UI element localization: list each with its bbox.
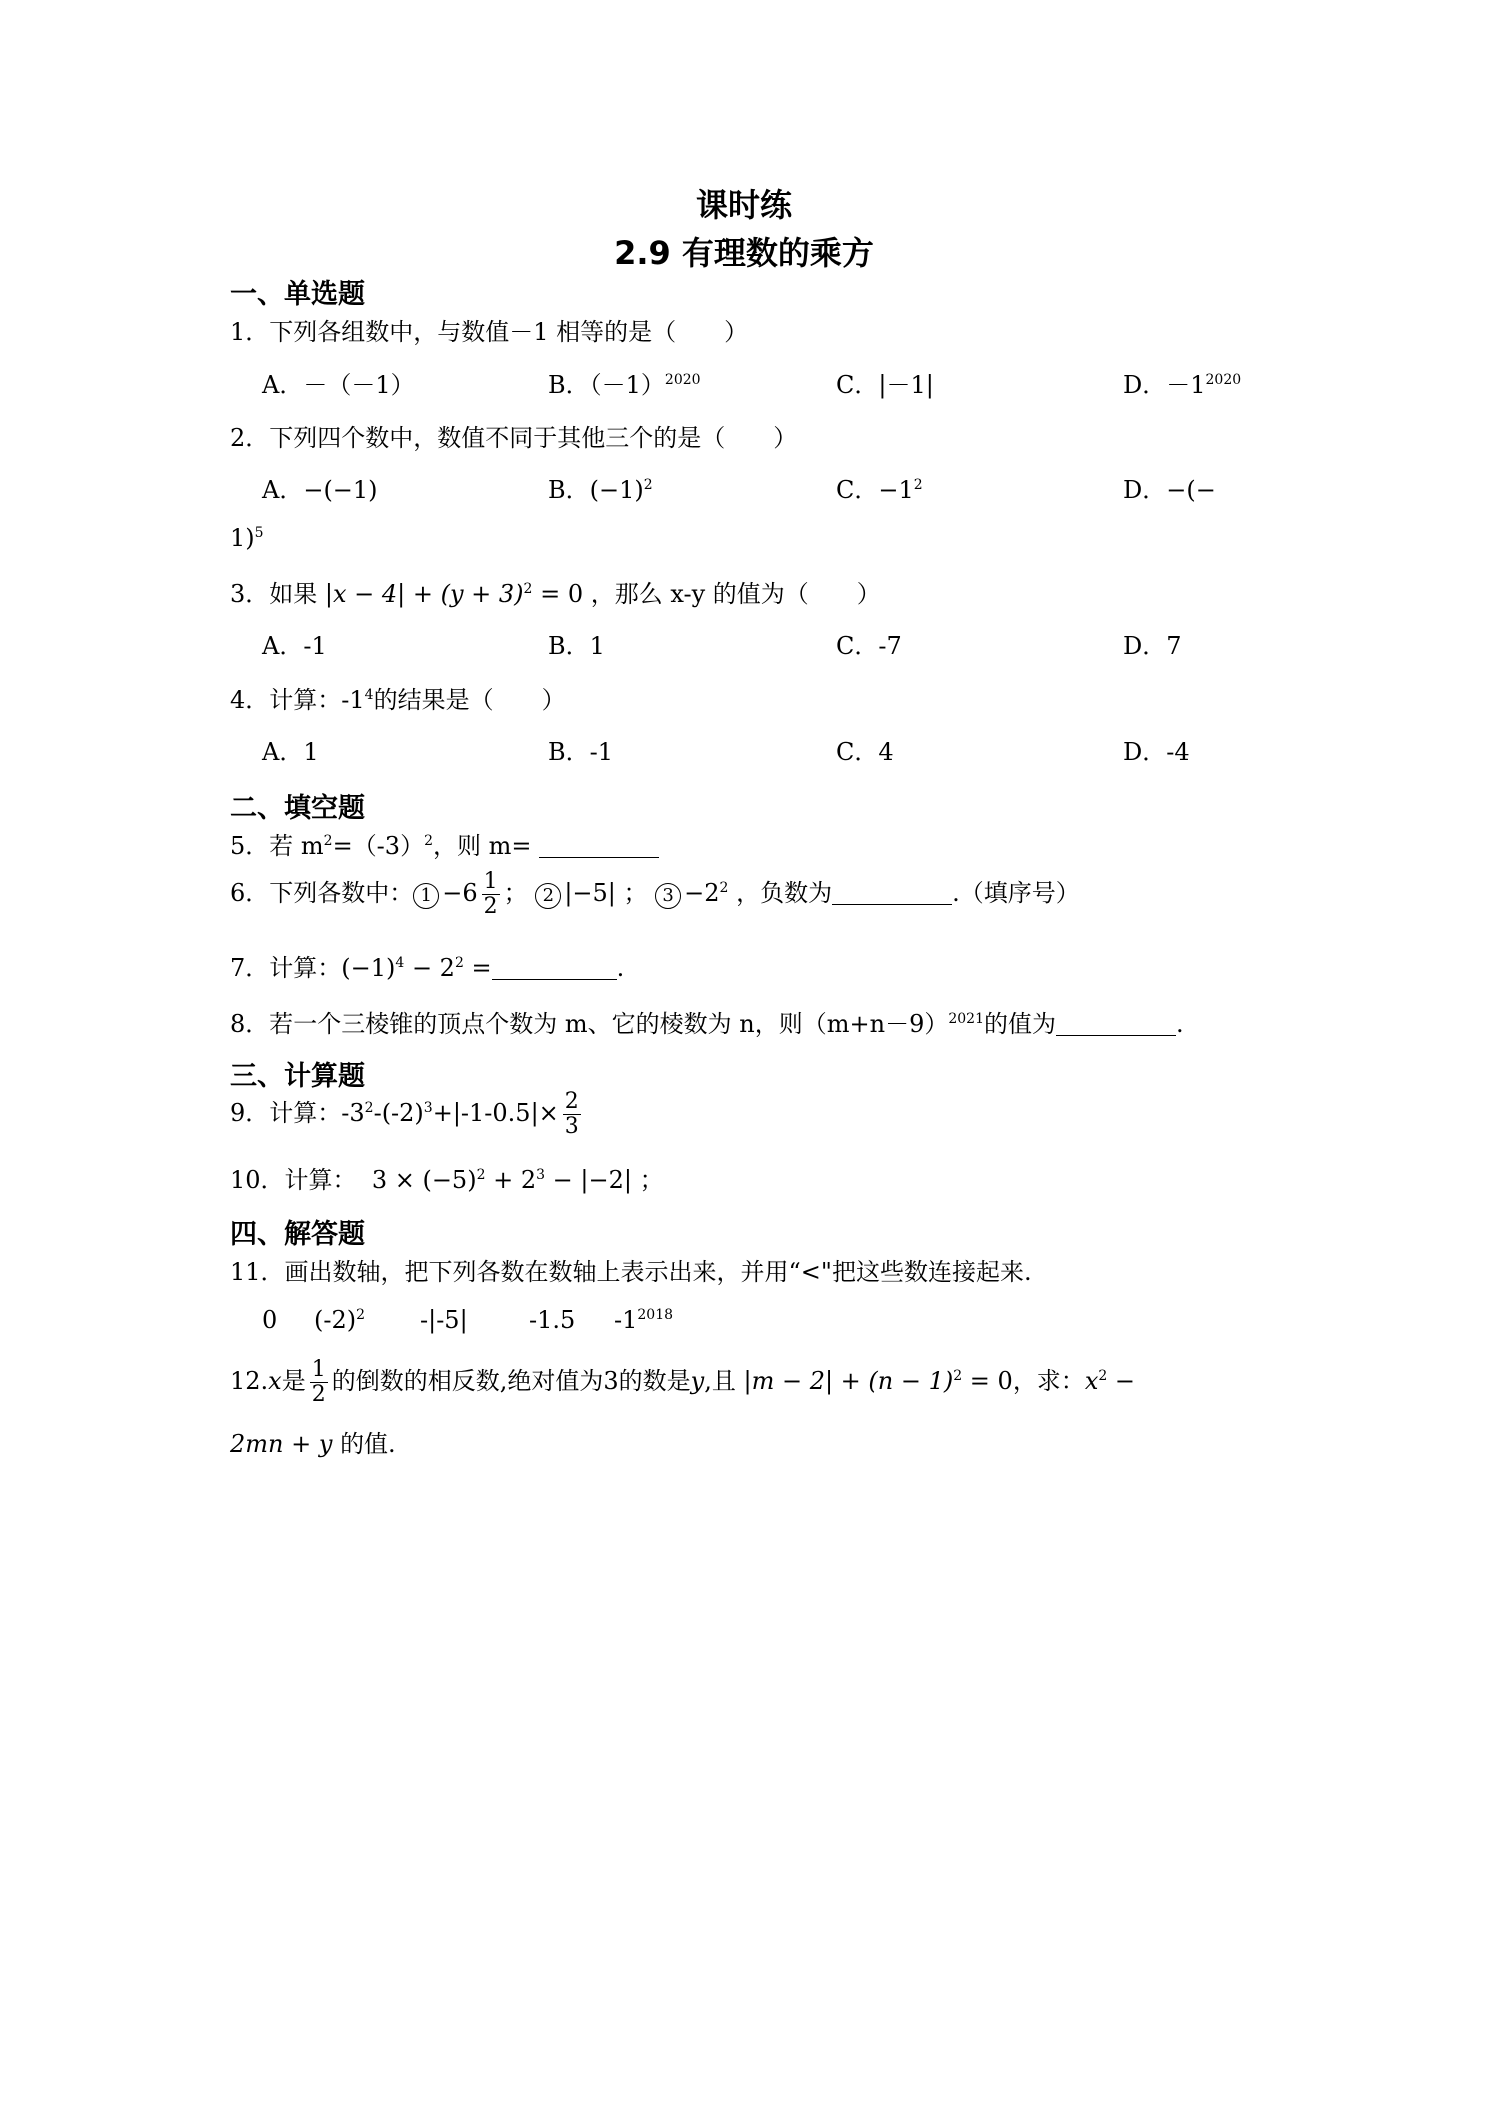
answer-blank[interactable] — [492, 955, 617, 980]
section-heading-single-choice: 一、单选题 — [230, 279, 365, 310]
question-9: 9．计算：$-3^2-(-2)^3+|-1-0.5|\times$ $\frac{2}{3}$ — [230, 1089, 579, 1139]
circled-number-1: 1 — [413, 883, 439, 909]
q1-option-d: D．$-1^{2020}$ — [1123, 371, 1242, 399]
fraction: $\frac{1}{2}$ — [483, 869, 498, 919]
question-10: 10．计算： $3 \times (-5)^2 + 2^3 - |-2|$ ； — [230, 1166, 664, 1194]
q11-number-1: 0 — [262, 1306, 278, 1334]
q2-option-a: A．−(−1) — [262, 476, 378, 504]
q11-number-3: -|-5| — [420, 1306, 468, 1334]
question-4-stem: 4．计算：$-1^4$的结果是（ ） — [230, 686, 566, 714]
q2-option-d: D．−(− — [1123, 476, 1216, 504]
circled-number-3: 3 — [655, 883, 681, 909]
q3-option-d: D．7 — [1123, 632, 1182, 660]
fraction: $\frac{1}{2}$ — [311, 1357, 326, 1407]
section-heading-calculation: 三、计算题 — [230, 1061, 365, 1092]
question-1-stem: 1．下列各组数中，与数值－1 相等的是（ ） — [230, 318, 749, 346]
page-title: 课时练 — [695, 186, 792, 224]
q3-option-c: C．-7 — [836, 632, 902, 660]
q1-option-c: C．|－1| — [836, 371, 934, 399]
q4-option-d: D．-4 — [1123, 738, 1190, 766]
question-12: 12.x是 $\frac{1}{2}$ 的倒数的相反数,绝对值为3的数是y,且 $|m - 2| + (n - 1)^2 = 0$，求：$x^2$ − — [230, 1357, 1136, 1407]
q1-option-b: B．$(-1)^{2020}$ — [548, 371, 701, 399]
question-2-stem: 2．下列四个数中，数值不同于其他三个的是（ ） — [230, 424, 798, 452]
question-6: 6．下列各数中： 1 −6 $\frac{1}{2}$ ； 2 |−5| ； $3 -2^2$ ，负数为 .（填序号） — [230, 869, 1080, 919]
circled-number-2: 2 — [535, 883, 561, 909]
q4-option-b: B．-1 — [548, 738, 614, 766]
section-heading-fill-blank: 二、填空题 — [230, 793, 365, 824]
q2-option-b: B．$(-1)^2$ — [548, 476, 653, 504]
q11-number-4: -1.5 — [529, 1306, 576, 1334]
q3-option-a: A．-1 — [262, 632, 327, 660]
section-heading-answer: 四、解答题 — [230, 1219, 365, 1250]
q11-number-5: $-1^{2018}$ — [614, 1306, 674, 1334]
q3-option-b: B．1 — [548, 632, 605, 660]
fraction: $\frac{2}{3}$ — [564, 1089, 579, 1139]
question-7: 7．计算：$(-1)^4 - 2^2$ = . — [230, 954, 625, 982]
question-11-stem: 11．画出数轴，把下列各数在数轴上表示出来，并用“<"把这些数连接起来. — [230, 1258, 1032, 1286]
q11-number-2: $(-2)^2$ — [314, 1306, 366, 1334]
q4-option-a: A．1 — [262, 738, 319, 766]
question-12-continued: 2mn + y 的值. — [230, 1430, 396, 1458]
answer-blank[interactable] — [832, 880, 952, 905]
question-8: 8．若一个三棱锥的顶点个数为 m、它的棱数为 n，则$(m+n-9)^{2021}$的值为 . — [230, 1010, 1184, 1038]
answer-blank[interactable] — [1056, 1011, 1176, 1036]
q2-option-d-continued: 1)$^5$ — [230, 524, 264, 552]
question-3-stem: 3．如果 $|x - 4| + (y + 3)^2 = 0$ ，那么 x-y 的值为（ ） — [230, 580, 881, 608]
q4-option-c: C．4 — [836, 738, 894, 766]
q1-option-a: A．－（－1） — [262, 371, 415, 399]
page-subtitle: 2.9 有理数的乘方 — [614, 234, 874, 272]
answer-blank[interactable] — [539, 833, 659, 858]
q2-option-c: C．$-1^2$ — [836, 476, 923, 504]
question-5: 5．若 $m^2=(-3)^2$，则 m= — [230, 826, 659, 861]
